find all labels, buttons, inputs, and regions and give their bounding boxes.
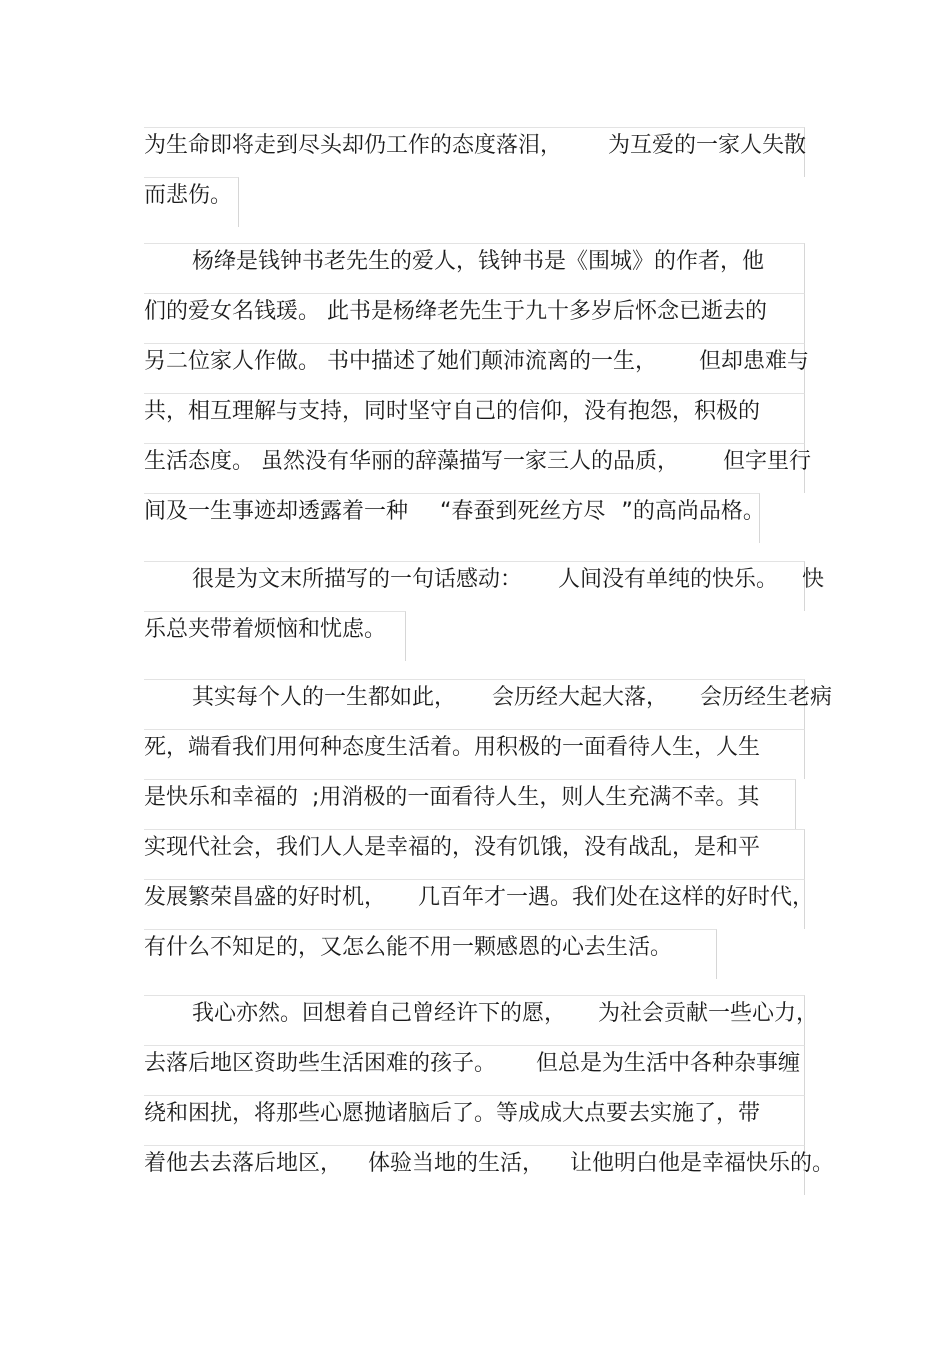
text-segment: 去落后地区资助些生活困难的孩子。 xyxy=(144,1051,497,1076)
text-line xyxy=(144,1095,805,1145)
text-segment: 为生命即将走到尽头却仍工作的态度落泪， xyxy=(144,133,563,158)
text-line xyxy=(144,879,815,929)
text-segment: 体验当地的生活， xyxy=(368,1151,545,1176)
text-line xyxy=(144,1145,835,1195)
text-line xyxy=(144,493,765,543)
text-segment: 但却患难与 xyxy=(699,349,810,374)
text-line xyxy=(144,561,825,611)
text-line xyxy=(144,393,805,443)
text-segment: 其实每个人的一生都如此， xyxy=(192,685,457,710)
text-segment: 有什么不知足的，又怎么能不用一颗感恩的心去生活。 xyxy=(144,935,673,960)
text-segment: 而悲伤。 xyxy=(144,183,233,208)
text-line xyxy=(144,995,819,1045)
text-segment: 为社会贡献一些心力， xyxy=(598,1001,819,1026)
text-segment: ”的高尚品格。 xyxy=(621,499,765,524)
text-segment: 另二位家人作做。 书中描述了她们颠沛流离的一生， xyxy=(144,349,657,374)
text-segment: 快 xyxy=(802,567,825,592)
text-segment: 会历经大起大落， xyxy=(492,685,669,710)
text-line xyxy=(144,243,805,293)
text-segment: 但字里行 xyxy=(723,449,812,474)
text-segment: 是快乐和幸福的 xyxy=(144,785,299,810)
text-line xyxy=(144,1045,805,1095)
text-segment: ;用消极的一面看待人生，则人生充满不幸。其 xyxy=(312,785,760,810)
text-segment: 会历经生老病 xyxy=(700,685,833,710)
text-line xyxy=(144,177,239,227)
text-line xyxy=(144,679,833,729)
text-segment: 我心亦然。回想着自己曾经许下的愿， xyxy=(192,1001,567,1026)
text-segment: 共，相互理解与支持，同时坚守自己的信仰，没有抱怨，积极的 xyxy=(144,399,761,424)
text-segment: 实现代社会，我们人人是幸福的，没有饥饿，没有战乱，是和平 xyxy=(144,835,761,860)
text-segment: 们的爱女名钱瑗。 此书是杨绛老先生于九十多岁后怀念已逝去的 xyxy=(144,299,767,324)
text-line xyxy=(144,729,805,779)
text-line xyxy=(144,343,810,393)
text-segment: 但总是为生活中各种杂事缠 xyxy=(536,1051,801,1076)
text-segment: 几百年才一遇。我们处在这样的好时代， xyxy=(418,885,815,910)
text-segment: 很是为文末所描写的一句话感动： xyxy=(192,567,523,592)
text-line xyxy=(144,443,812,493)
text-segment: 间及一生事迹却透露着一种 xyxy=(144,499,409,524)
text-line xyxy=(144,611,406,661)
text-line xyxy=(144,779,796,829)
text-segment: 为互爱的一家人失散 xyxy=(608,133,807,158)
text-segment: 让他明白他是幸福快乐的。 xyxy=(570,1151,835,1176)
text-segment: 着他去去落后地区， xyxy=(144,1151,343,1176)
text-segment: 人间没有单纯的快乐。 xyxy=(558,567,779,592)
text-segment: 绕和困扰，将那些心愿抛诸脑后了。等成成大点要去实施了，带 xyxy=(144,1101,761,1126)
text-line xyxy=(144,293,805,343)
text-segment: 杨绛是钱钟书老先生的爱人，钱钟书是《围城》的作者，他 xyxy=(192,249,765,274)
text-segment: 发展繁荣昌盛的好时机， xyxy=(144,885,387,910)
text-segment: 生活态度。 虽然没有华丽的辞藻描写一家三人的品质， xyxy=(144,449,679,474)
text-segment: 乐总夹带着烦恼和忧虑。 xyxy=(144,617,387,642)
text-segment: 死，端看我们用何种态度生活着。用积极的一面看待人生，人生 xyxy=(144,735,761,760)
text-segment: “春蚕到死丝方尽 xyxy=(440,499,606,524)
text-line xyxy=(144,829,805,879)
text-line xyxy=(144,127,805,177)
text-line xyxy=(144,929,717,979)
